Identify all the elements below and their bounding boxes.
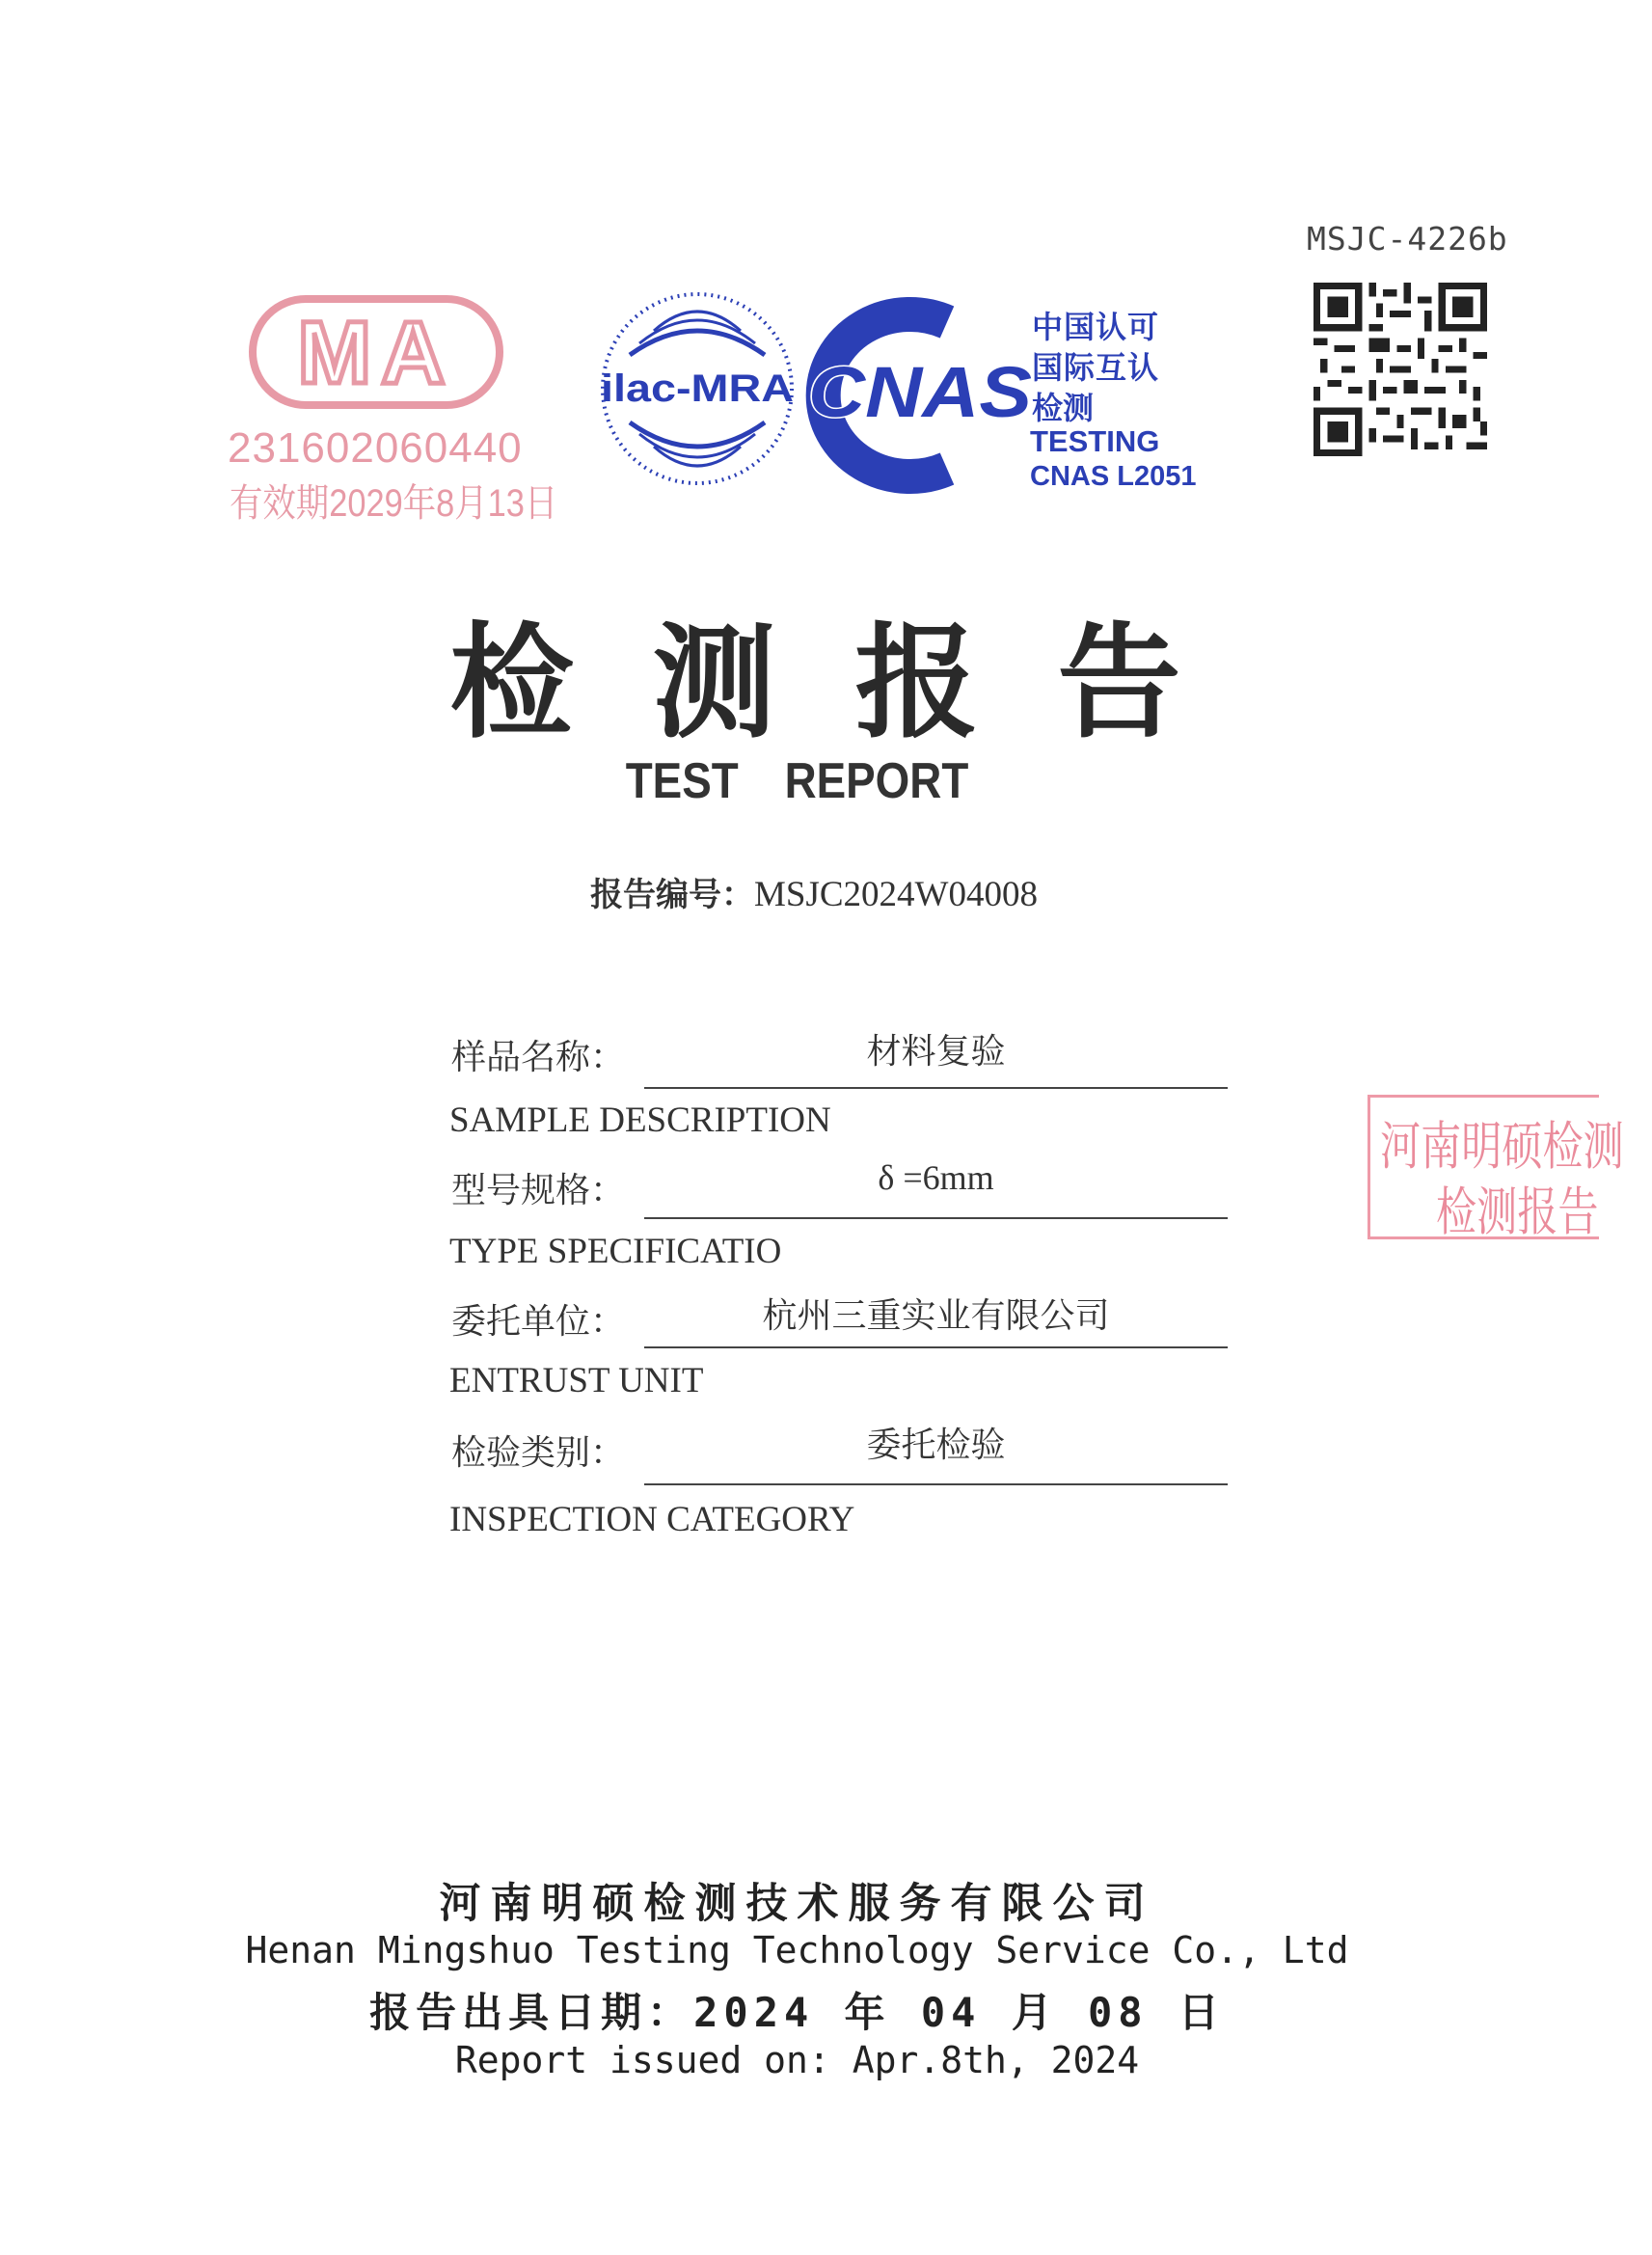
qr-code (1313, 283, 1487, 456)
sample-description-label: SAMPLE DESCRIPTION (449, 1100, 831, 1140)
form-code: MSJC-4226b (1307, 220, 1508, 258)
model-spec-label: 型号规格： (451, 1171, 626, 1210)
entrust-unit-label-en: ENTRUST UNIT (449, 1361, 704, 1400)
model-spec-value: δ =6mm (878, 1158, 994, 1197)
cnas-line-4: TESTING (1030, 424, 1160, 458)
cnas-line-3: 检测 (1032, 391, 1095, 425)
company-name-cn: 河南明硕检测技术服务有限公司 (439, 1880, 1155, 1928)
title-en: TEST REPORT (625, 753, 969, 809)
entrust-unit-underline (644, 1346, 1228, 1348)
entrust-unit-value: 杭州三重实业有限公司 (762, 1296, 1110, 1336)
model-spec-underline (644, 1217, 1228, 1219)
cnas-line-2: 国际互认 (1032, 350, 1160, 385)
cma-logo (249, 291, 503, 417)
inspection-category-label-en: INSPECTION CATEGORY (449, 1500, 855, 1539)
cma-mark: MA (297, 304, 455, 402)
issue-date-cn: 报告出具日期：2024 年 04 月 08 日 (369, 1989, 1225, 2036)
report-number (590, 868, 1038, 915)
cma-valid-until: 有效期2029年8月13日 (230, 482, 558, 525)
report-number-label: 报告编号： (590, 876, 754, 914)
sample-name-underline (644, 1087, 1228, 1089)
type-specification-label: TYPE SPECIFICATIO (449, 1232, 782, 1271)
sample-name-value: 材料复验 (866, 1032, 1006, 1072)
inspection-category-value: 委托检验 (866, 1426, 1006, 1465)
seam-stamp-line-2: 检测报告 (1436, 1182, 1599, 1242)
seam-stamp-line-1: 河南明硕检测 (1380, 1116, 1624, 1177)
cma-number: 231602060440 (228, 424, 523, 472)
issue-date-en: Report issued on: Apr.8th, 2024 (454, 2039, 1140, 2081)
seam-stamp (1368, 1095, 1624, 1242)
cnas-mark: CNAS (808, 352, 1032, 432)
title-cn: 检测报告 (449, 611, 1260, 755)
entrust-unit-label-cn: 委托单位： (451, 1302, 626, 1342)
ilac-mark: ilac-MRA (601, 367, 794, 410)
inspection-category-underline (644, 1483, 1228, 1485)
sample-name-label: 样品名称： (451, 1038, 626, 1077)
cnas-line-5: CNAS L2051 (1030, 461, 1197, 492)
report-number-value: MSJC2024W04008 (754, 875, 1038, 914)
cnas-line-1: 中国认可 (1032, 310, 1160, 344)
inspection-category-label-cn: 检验类别： (451, 1433, 626, 1473)
ilac-mra-logo (596, 287, 799, 490)
cnas-logo (802, 303, 1036, 488)
company-name-en: Henan Mingshuo Testing Technology Service Co., Ltd (245, 1929, 1349, 1971)
